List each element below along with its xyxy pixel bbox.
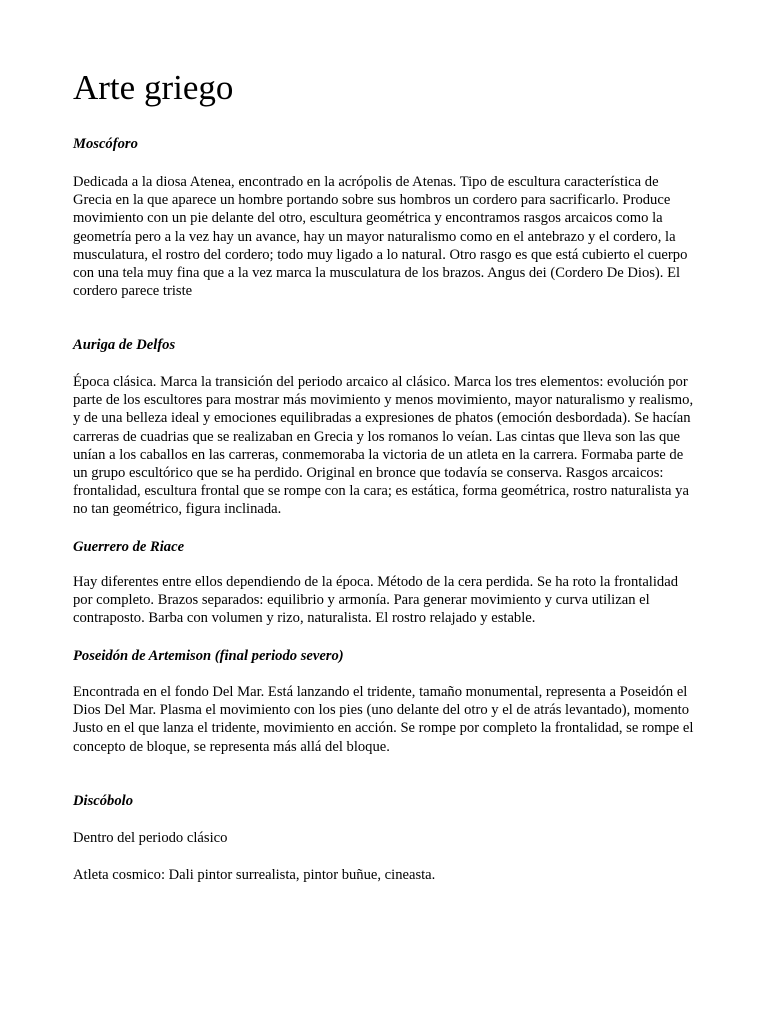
section-paragraph-guerrero-de-riace: Hay diferentes entre ellos dependiendo de la época. Método de la cera perdida. Se ha roto la frontalidad por completo. Brazos separados: equilibrio y armonía. Para generar movimiento y curva utilizan el contraposto. Barba con volumen y rizo, naturalista. El rostro relajado y estable.: [73, 574, 678, 627]
section-paragraph-discobolo-2: Atleta cosmico: Dali pintor surrealista, pintor buñue, cineasta.: [73, 867, 436, 883]
section-heading-poseidon-de-artemison: Poseidón de Artemison (final periodo severo): [73, 648, 344, 664]
section-heading-moscoforo: Moscóforo: [73, 136, 138, 152]
section-paragraph-discobolo-1: Dentro del periodo clásico: [73, 830, 228, 846]
section-paragraph-moscoforo: Dedicada a la diosa Atenea, encontrado en la acrópolis de Atenas. Tipo de escultura característica de Grecia en la que aparece un hombre portando sobre sus hombros un cordero para sacrificarlo. Produce movimiento con un pie delante del otro, escultura geométrica y encontramos rasgos arcaicos como la geometría pero a la vez hay un avance, hay un mayor naturalismo como en el antebrazo y el cordero, la musculatura, el rostro del cordero; todo muy ligado a lo natural. Otro rasgo es que está cubierto el cuerpo con una tela muy fina que a la vez marca la musculatura de los brazos. Angus dei (Cordero De Dios). El cordero parece triste: [73, 174, 688, 300]
section-paragraph-auriga-de-delfos: Época clásica. Marca la transición del periodo arcaico al clásico. Marca los tres elementos: evolución por parte de los escultores para mostrar más movimiento y menos movimiento, mayor naturalismo y realismo, y de una belleza ideal y emociones equilibradas a expresiones de phatos (emoción desbordada). Se hacían carreras de cuadrias que se realizaban en Grecia y los romanos lo veían. Las cintas que lleva son las que unían a los caballos en las carreras, conmemoraba la victoria de un atleta en la carrera. Formaba parte de un grupo escultórico que se ha perdido. Original en bronce que todavía se conserva. Rasgos arcaicos: frontalidad, escultura frontal que se rompe con la cara; es estática, forma geométrica, rostro naturalista ya no tan geométrico, figura inclinada.: [73, 374, 694, 518]
section-heading-guerrero-de-riace: Guerrero de Riace: [73, 539, 185, 555]
section-paragraph-poseidon-de-artemison: Encontrada en el fondo Del Mar. Está lanzando el tridente, tamaño monumental, representa a Poseidón el Dios Del Mar. Plasma el movimiento con los pies (uno delante del otro y el de atrás levantado), momento Justo en el que lanza el tridente, movimiento en acción. Se rompe por completo la frontalidad, se rompe el concepto de bloque, se representa más allá del bloque.: [73, 684, 694, 755]
section-heading-auriga-de-delfos: Auriga de Delfos: [73, 337, 176, 353]
section-heading-discobolo: Discóbolo: [73, 793, 133, 809]
document-title: Arte griego: [73, 68, 234, 107]
